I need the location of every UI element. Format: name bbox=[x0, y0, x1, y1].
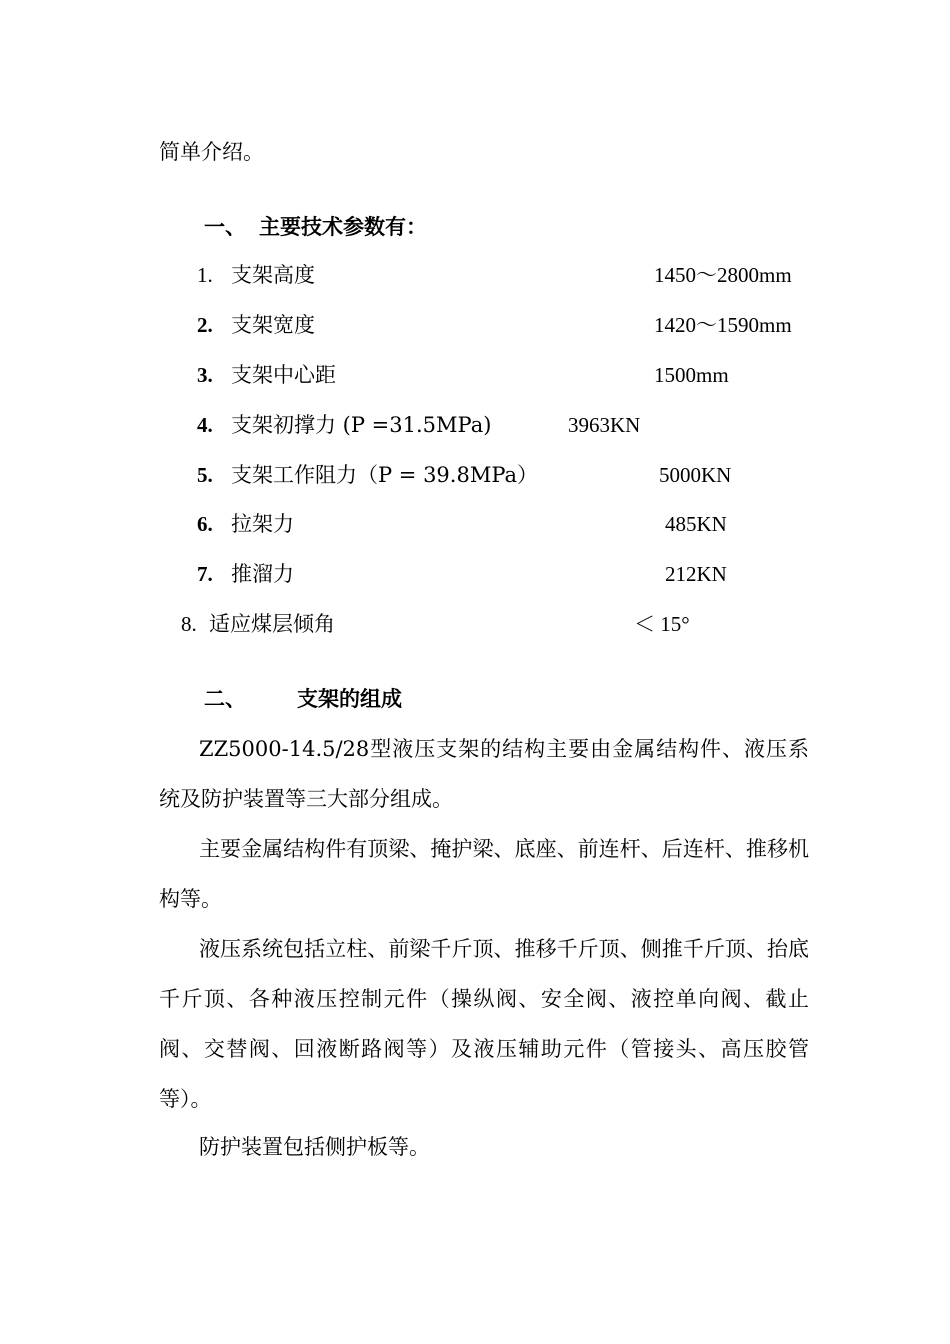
param-8-number: 8. bbox=[181, 612, 197, 636]
param-4-label: 支架初撑力 (P =31.5MPa) bbox=[231, 413, 492, 437]
section-2-number: 二、 bbox=[204, 686, 246, 711]
intro-fragment: 简单介绍。 bbox=[159, 140, 264, 164]
param-3-value: 1500mm bbox=[654, 363, 729, 387]
param-8-label: 适应煤层倾角 bbox=[209, 612, 335, 636]
paragraph-protection-device: 防护装置包括侧护板等。 bbox=[199, 1135, 430, 1159]
param-3-label: 支架中心距 bbox=[231, 363, 336, 387]
param-4-value: 3963KN bbox=[568, 413, 641, 437]
param-4-number: 4. bbox=[197, 413, 213, 437]
param-7-value: 212KN bbox=[665, 562, 727, 586]
param-8-value: ＜ 15° bbox=[634, 612, 690, 636]
section-2-title: 支架的组成 bbox=[297, 686, 402, 711]
param-1-value: 1450～2800mm bbox=[654, 263, 792, 287]
param-7-number: 7. bbox=[197, 562, 213, 586]
paragraph-hydraulic-system: 液压系统包括立柱、前梁千斤顶、推移千斤顶、侧推千斤顶、抬底千斤顶、各种液压控制元件（操纵阀、安全阀、液控单向阀、截止阀、交替阀、回液断路阀等）及液压辅助元件（管接头、高压胶管等）。 bbox=[159, 937, 809, 1111]
param-7-label: 推溜力 bbox=[231, 562, 294, 586]
param-6-label: 拉架力 bbox=[231, 512, 294, 536]
param-6-value: 485KN bbox=[665, 512, 727, 536]
paragraph-metal-structure: 主要金属结构件有顶梁、掩护梁、底座、前连杆、后连杆、推移机构等。 bbox=[159, 837, 809, 911]
param-5-value: 5000KN bbox=[659, 463, 732, 487]
param-5-number: 5. bbox=[197, 463, 213, 487]
param-2-label: 支架宽度 bbox=[231, 313, 315, 337]
param-2-number: 2. bbox=[197, 313, 213, 337]
section-1-title: 主要技术参数有： bbox=[259, 214, 427, 239]
section-1-number: 一、 bbox=[204, 214, 246, 239]
param-3-number: 3. bbox=[197, 363, 213, 387]
param-2-value: 1420～1590mm bbox=[654, 313, 792, 337]
param-1-label: 支架高度 bbox=[231, 263, 315, 287]
paragraph-composition: ZZ5000-14.5/28型液压支架的结构主要由金属结构件、液压系统及防护装置等三大部分组成。 bbox=[159, 737, 809, 811]
param-6-number: 6. bbox=[197, 512, 213, 536]
param-5-label: 支架工作阻力（P = 39.8MPa） bbox=[231, 463, 539, 487]
param-1-number: 1. bbox=[197, 263, 213, 287]
